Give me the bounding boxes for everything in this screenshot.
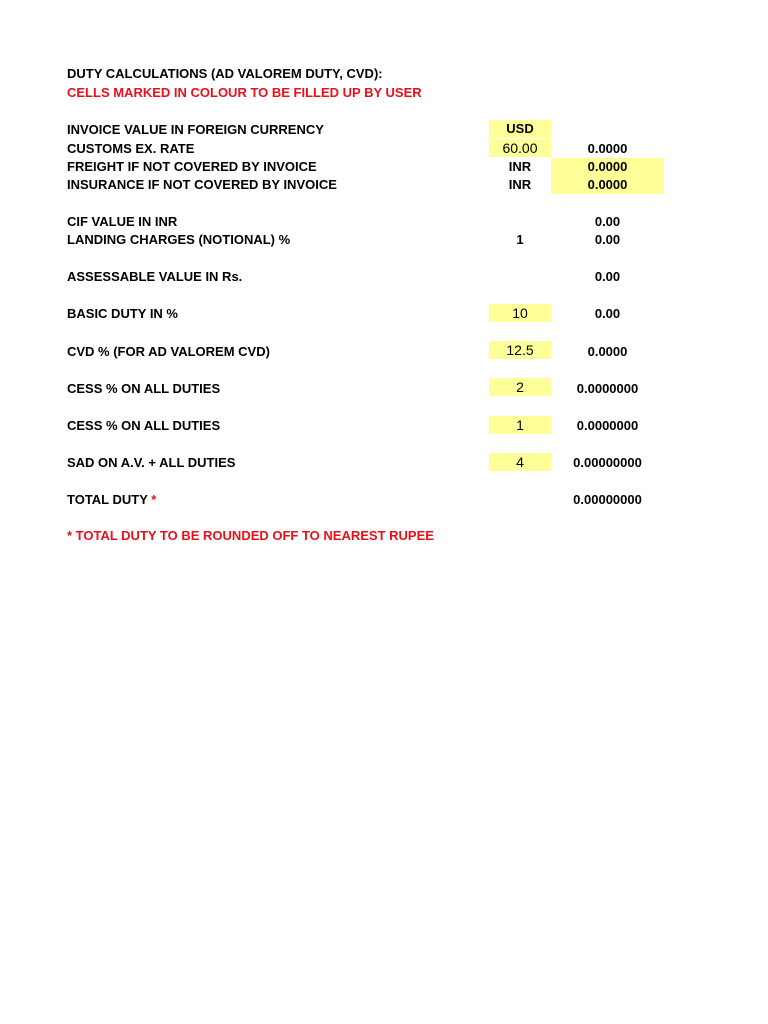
landing-label: LANDING CHARGES (NOTIONAL) %	[67, 232, 291, 247]
rounding-footnote: * TOTAL DUTY TO BE ROUNDED OFF TO NEAREST RUPEE	[67, 528, 434, 543]
insurance-label: INSURANCE IF NOT COVERED BY INVOICE	[67, 177, 337, 192]
total-duty-asterisk: *	[151, 492, 157, 507]
sheet-title: DUTY CALCULATIONS (AD VALOREM DUTY, CVD):	[67, 66, 383, 81]
total-duty-label	[67, 492, 156, 508]
cess2-rate-cell[interactable]: 1	[489, 416, 551, 434]
basic-duty-rate-cell[interactable]: 10	[489, 304, 551, 322]
insurance-currency-cell: INR	[508, 177, 532, 192]
fill-instruction: CELLS MARKED IN COLOUR TO BE FILLED UP BY USER	[67, 85, 422, 100]
cif-label: CIF VALUE IN INR	[67, 214, 178, 229]
assessable-value-cell: 0.00	[594, 269, 621, 284]
freight-value-cell[interactable]: 0.0000	[551, 158, 664, 176]
exrate-label: CUSTOMS EX. RATE	[67, 141, 195, 156]
cess1-label: CESS % ON ALL DUTIES	[67, 381, 221, 396]
cess2-value-cell: 0.0000000	[576, 418, 639, 433]
cvd-label: CVD % (FOR AD VALOREM CVD)	[67, 344, 270, 359]
landing-rate-cell: 1	[516, 232, 524, 247]
invoice-currency-cell[interactable]: USD	[489, 120, 551, 138]
exrate-input-cell[interactable]: 60.00	[489, 139, 551, 157]
basic-duty-value-cell: 0.00	[594, 306, 621, 321]
sad-label: SAD ON A.V. + ALL DUTIES	[67, 455, 236, 470]
insurance-value-cell[interactable]: 0.0000	[551, 176, 664, 194]
invoice-label: INVOICE VALUE IN FOREIGN CURRENCY	[67, 122, 324, 137]
cvd-value-cell: 0.0000	[587, 344, 628, 359]
cess2-label: CESS % ON ALL DUTIES	[67, 418, 221, 433]
cif-value-cell: 0.00	[594, 214, 621, 229]
basic-duty-label: BASIC DUTY IN %	[67, 306, 178, 321]
total-duty-label-text: TOTAL DUTY	[67, 492, 148, 507]
landing-value-cell: 0.00	[594, 232, 621, 247]
sad-value-cell: 0.00000000	[573, 455, 642, 470]
assessable-label: ASSESSABLE VALUE IN Rs.	[67, 269, 243, 284]
cess1-value-cell: 0.0000000	[576, 381, 639, 396]
sad-rate-cell[interactable]: 4	[489, 453, 551, 471]
freight-currency-cell: INR	[508, 159, 532, 174]
cess1-rate-cell[interactable]: 2	[489, 378, 551, 396]
cvd-rate-cell[interactable]: 12.5	[489, 341, 551, 359]
freight-label: FREIGHT IF NOT COVERED BY INVOICE	[67, 159, 317, 174]
total-duty-value-cell: 0.00000000	[573, 492, 642, 507]
exrate-value-cell: 0.0000	[587, 141, 628, 156]
